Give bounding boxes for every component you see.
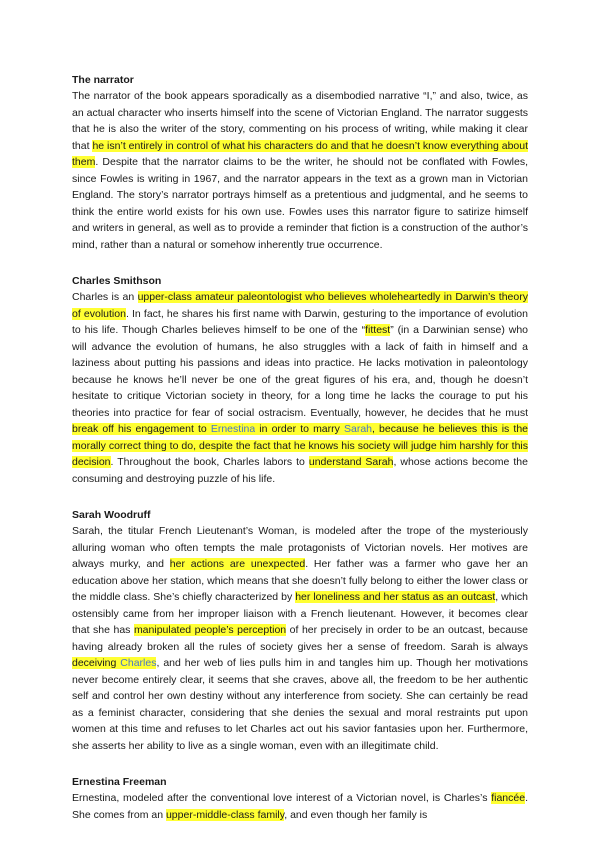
section-the-narrator [72,72,528,253]
section-sarah-woodruff [72,507,528,754]
highlighted-text: deceiving [72,657,121,669]
highlighted-text: her actions are unexpected [169,558,306,570]
section-paragraph [72,523,528,754]
highlighted-text: fittest [365,324,391,336]
section-charles-smithson [72,273,528,487]
section-ernestina-freeman [72,774,528,823]
body-text: . Throughout the book, Charles labors to [110,456,309,468]
section-paragraph [72,790,528,823]
highlighted-text: understand Sarah [308,456,394,468]
body-text: . Despite that the narrator claims to be the writer, he should not be conflated with Fowles, since Fowles is writing in 1967, and the narrator appears in the text as a grown man in Victorian England. The story’s narrator portrays himself as a pretentious and judgmental, and he seems to think the entire world exists for his own use. Fowles uses this narrator figure to satirize himself and writers in general, as well as to provide a reminder that fiction is a construction of the author’s mind, rather than a natural or somehow inherently true occurrence. [72,156,528,251]
body-text: , which ostensibly came from her improper liaison with a French lieutenant. However, it becomes clear that she has [72,591,528,636]
section-heading: Charles Smithson [72,275,162,287]
body-text: Ernestina, modeled after the conventional love interest of a Victorian novel, is Charles’s [72,792,492,804]
body-text: , and even though her family is [284,808,428,821]
section-heading: The narrator [72,74,134,86]
body-text: Sarah, the titular French Lieutenant’s Woman, is modeled after the trope of the mysteriously alluring woman who often tempts the male protagonists of Victorian novels. Her motives are always murky, and [72,525,528,570]
body-text: The narrator of the book appears sporadically as a disembodied narrative “I,” and also, twice, as an actual character who inserts himself into the scene of Victorian England. The narrator suggests that he is also the writer of the story, commenting on his process of writing, while making it clear that [72,90,528,152]
section-paragraph [72,88,528,253]
body-text: Charles is an [72,291,138,303]
highlighted-text: break off his engagement to [72,423,211,435]
highlighted-text: , because he believes this is the morally correct thing to do, despite the fact that he knows his society will judge him harshly for this decision [72,423,528,468]
highlighted-text: upper-class amateur paleontologist who believes wholeheartedly in Darwin’s theory of evolution [72,291,528,320]
highlighted-text: manipulated people’s perception [133,624,287,636]
section-heading: Sarah Woodruff [72,509,151,521]
highlighted-text: in order to marry [255,423,344,435]
body-text: ” (in a Darwinian sense) who will advance the evolution of humans, he also struggles with a lack of faith in himself and a laziness about putting his passions and ideas into practice. He lacks motivation in paleontology because he knows he’ll never be one of the great figures of his era, and, though he doesn’t hesitate to critique Victorian society in theory, for a long time he lacks the courage to put his theories into practice for fear of social ostracism. Eventually, however, he decides that he must [72,324,529,419]
body-text: . In fact, he shares his first name with Darwin, gesturing to the importance of evolution to his life. Though Charles believes himself to be one of the “ [72,307,528,336]
highlighted-text: her loneliness and her status as an outcast [295,591,496,603]
body-text: of her precisely in order to be an outcast, because having already broken all the rules of society gives her a sense of freedom. Sarah is always [72,624,529,653]
body-text: , and her web of lies pulls him in and tangles him up. Though her motivations never become entirely clear, it seems that she craves, above all, the freedom to be her authentic self and control her own destiny without any interference from society. She can certainly be read as a feminist character, considering that she denies the sexual and moral restraints put upon women at this time and refuses to let Charles act out his savior fantasies upon her. Furthermore, she asserts her ability to live as a single woman, even with an illegitimate child. [72,657,528,752]
highlighted-text: fiancée [491,792,526,804]
highlighted-text: upper-middle-class family [165,808,285,821]
body-text: . She comes from an [72,792,528,821]
character-link[interactable]: Ernestina [210,423,256,435]
highlighted-text: he isn’t entirely in control of what his characters do and that he doesn’t know everything about them [72,139,529,168]
section-paragraph [72,289,528,487]
section-heading: Ernestina Freeman [72,776,167,788]
character-link[interactable]: Sarah [344,423,373,435]
body-text: . Her father was a farmer who gave her an education above her station, which means that she doesn’t fully belong to either the lower class or the middle class. She’s chiefly characterized by [72,558,528,603]
body-text: , whose actions become the consuming and destroying puzzle of his life. [72,456,528,485]
character-link[interactable]: Charles [120,657,157,669]
